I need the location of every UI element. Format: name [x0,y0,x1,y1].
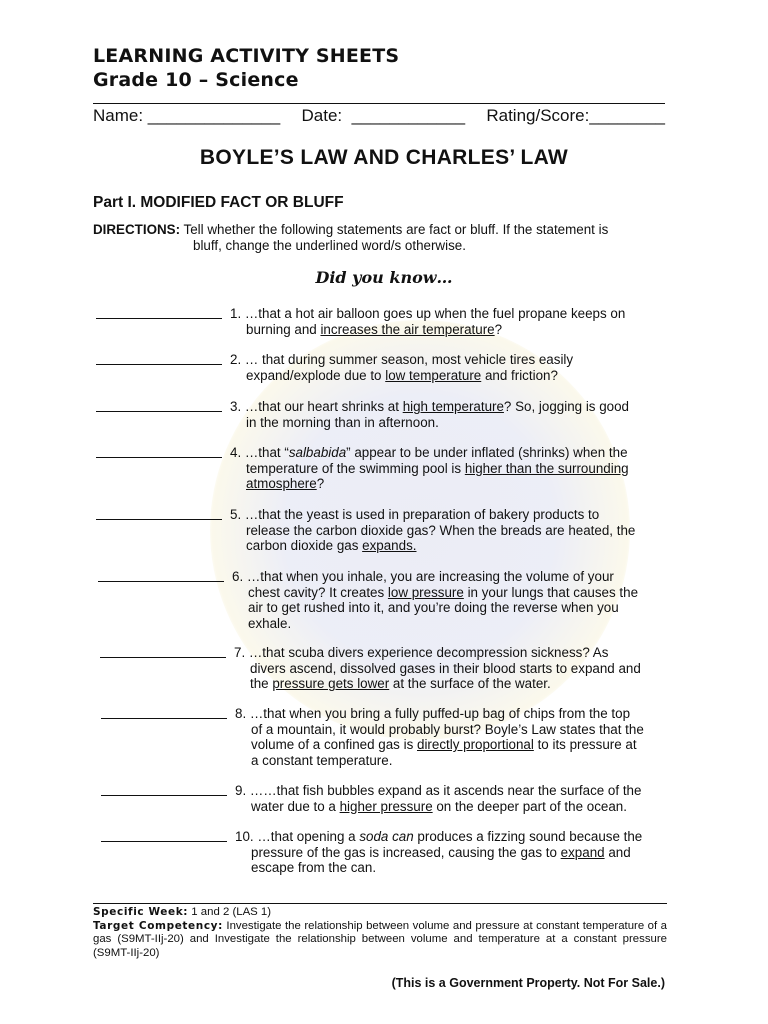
answer-blank[interactable] [101,841,227,842]
item-number: 6. [232,569,244,584]
part-heading: Part I. MODIFIED FACT OR BLUFF [93,194,344,211]
competency-value: Investigate the relationship between volume and pressure at constant temperature of a gas (S9MT-IIj-20) and Investigate the relationship between volume and temperature at a constant pressure (S9MT-IIj-20) [93,919,667,959]
document-header [93,44,399,92]
government-property-note: (This is a Government Property. Not For Sale.) [391,976,665,990]
answer-blank[interactable] [96,318,222,319]
item-number: 5. [230,507,242,522]
week-label: Specific Week: [93,906,189,918]
did-you-know-heading: Did you know… [315,268,453,287]
item-number: 4. [230,445,242,460]
score-field[interactable]: Rating/Score:________ [486,106,665,125]
underlined-term: high temperature [402,399,504,414]
document-footer [93,906,667,960]
answer-blank[interactable] [98,581,224,582]
header-grade: Grade 10 – Science [93,69,299,91]
date-field[interactable]: Date: ____________ [301,106,466,125]
item-number: 10. [235,829,254,844]
underlined-term: pressure gets lower [272,676,390,691]
header-divider [93,103,665,104]
item-number: 8. [235,706,247,721]
item-number: 2. [230,352,242,367]
underlined-term: expands. [362,538,417,553]
answer-blank[interactable] [101,718,227,719]
answer-blank[interactable] [96,457,222,458]
underlined-term: low temperature [385,367,482,383]
directions-text-2: bluff, change the underlined word/s otherwise. [193,238,466,253]
item-number: 3. [230,399,242,414]
underlined-term: atmosphere [246,476,317,491]
underlined-term: expand [560,844,605,860]
item-number: 9. [235,783,247,798]
item-number: 1. [230,306,242,321]
directions [93,222,653,254]
answer-blank[interactable] [100,657,226,658]
item-number: 7. [234,645,246,660]
student-info-row [93,106,665,126]
header-title: LEARNING ACTIVITY SHEETS [93,45,400,67]
footer-divider [93,903,667,904]
answer-blank[interactable] [96,519,222,520]
underlined-term: low pressure [387,584,464,600]
name-field[interactable]: Name: ______________ [93,106,281,125]
directions-label: DIRECTIONS: [93,222,181,237]
answer-blank[interactable] [101,795,227,796]
answer-blank[interactable] [96,411,222,412]
underlined-term: higher pressure [339,798,433,814]
underlined-term: higher than the surrounding [464,460,629,476]
underlined-term: increases the air temperature [320,321,495,337]
underlined-term: directly proportional [417,737,534,752]
directions-text-1: Tell whether the following statements are fact or bluff. If the statement is [180,222,609,237]
answer-blank[interactable] [96,364,222,365]
competency-label: Target Competency: [93,919,223,932]
week-value: 1 and 2 (LAS 1) [188,906,272,918]
page-title: BOYLE’S LAW AND CHARLES’ LAW [199,146,569,169]
